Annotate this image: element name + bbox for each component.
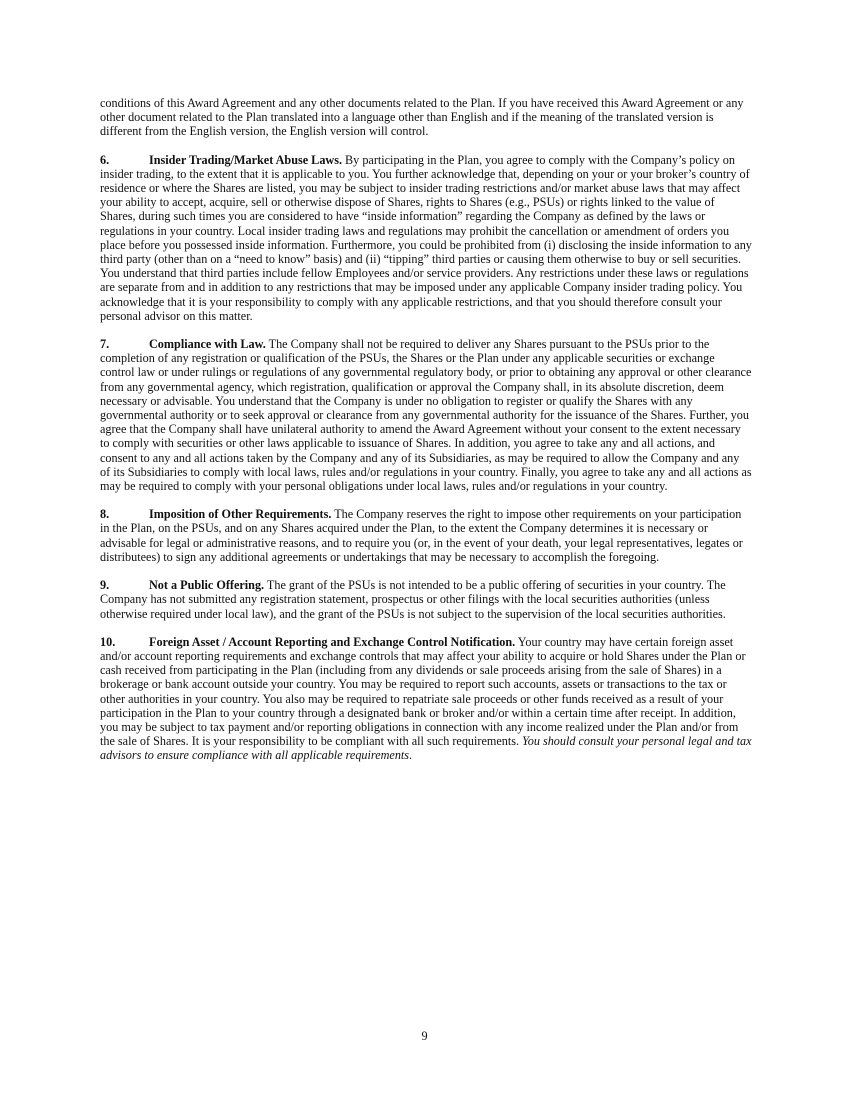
section-body: The grant of the PSUs is not intended to be a public offering of securities in your country. The Company has not submitted any registration statement, prospectus or other filings with the local securities authorities (unless otherwise required under local law), and the grant of the PSUs is not subject to the supervision of the local securities authorities. xyxy=(100,578,726,621)
section-title: Not a Public Offering. xyxy=(149,578,265,593)
section-9-not-public-offering xyxy=(100,578,752,621)
document-page xyxy=(100,96,752,777)
intro-paragraph: conditions of this Award Agreement and any other documents related to the Plan. If you have received this Award Agreement or any other document related to the Plan translated into a language other than English and if the meaning of the translated version is different from the English version, the English version will control. xyxy=(100,96,744,139)
section-6-insider-trading xyxy=(100,153,752,323)
section-number: 7. xyxy=(100,337,110,352)
section-body: The Company shall not be required to deliver any Shares pursuant to the PSUs prior to the completion of any registration or qualification of the PSUs, the Shares or the Plan under any applicable securities or exchange control law or under rulings or regulations of any governmental regulatory body, or prior to obtaining any approval or other clearance from any governmental agency, which registration, qualification or approval the Company shall, in its absolute discretion, deem necessary or advisable. You understand that the Company is under no obligation to register or qualify the Shares with any governmental authority or to seek approval or clearance from any governmental authority for the issuance of the Shares. Further, you agree that the Company shall have unilateral authority to amend the Award Agreement without your consent to the extent necessary to comply with securities or other laws applicable to issuance of Shares. In addition, you agree to take any and all actions, and consent to any and all actions taken by the Company and any of its Subsidiaries, as may be required to allow the Company and any of its Subsidiaries to comply with local laws, rules and/or regulations in your country. Finally, you agree to take any and all actions as may be required to comply with your personal obligations under local laws, rules and/or regulations in your country. xyxy=(100,337,752,494)
section-title: Insider Trading/Market Abuse Laws. xyxy=(149,152,342,167)
section-number: 8. xyxy=(100,507,110,522)
section-title: Foreign Asset / Account Reporting and Exchange Control Notification. xyxy=(149,634,516,649)
section-body: Your country may have certain foreign asset and/or account reporting requirements and exchange controls that may affect your ability to acquire or hold Shares under the Plan or cash received from participating in the Plan (including from any dividends or sale proceeds arising from the sale of Shares) in a brokerage or bank account outside your country. You may be required to report such accounts, assets or transactions to the tax or other authorities in your country. You also may be required to repatriate sale proceeds or other funds received as a result of your participation in the Plan to your country through a designated bank or broker and/or within a certain time after receipt. In addition, you may be subject to tax payment and/or reporting obligations in connection with any income realized under the Plan and/or from the sale of Shares. It is your responsibility to be compliant with all such requirements. xyxy=(100,634,746,749)
section-title: Imposition of Other Requirements. xyxy=(149,507,332,522)
section-number: 9. xyxy=(100,578,110,593)
page-number: 9 xyxy=(421,1029,428,1043)
section-body: By participating in the Plan, you agree to comply with the Company’s policy on insider trading, to the extent that it is applicable to you. You further acknowledge that, depending on your or your broker’s country of residence or where the Shares are listed, you may be subject to insider trading restrictions and/or market abuse laws that may affect your ability to accept, acquire, sell or otherwise dispose of Shares, rights to Shares (e.g., PSUs) or rights linked to the value of Shares, during such times you are considered to have “inside information” regarding the Company as defined by the laws or regulations in your country. Local insider trading laws and regulations may prohibit the cancellation or amendment of orders you place before you possessed inside information. Furthermore, you could be prohibited from (i) disclosing the inside information to any third party (other than on a “need to know” basis) and (ii) “tipping” third parties or causing them otherwise to buy or sell securities. You understand that third parties include fellow Employees and/or service providers. Any restrictions under these laws or regulations are separate from and in addition to any restrictions that may be imposed under any applicable Company insider trading policy. You acknowledge that it is your responsibility to comply with any applicable restrictions, and that you should therefore consult your personal advisor on this matter. xyxy=(100,152,752,323)
section-8-other-requirements xyxy=(100,507,752,564)
section-body: The Company reserves the right to impose other requirements on your participation in the Plan, on the PSUs, and on any Shares acquired under the Plan, to the extent the Company determines it is necessary or advisable for legal or administrative reasons, and to require you (or, in the event of your death, your legal representatives, legates or distributees) to sign any additional agreements or undertakings that may be necessary to accomplish the foregoing. xyxy=(100,507,743,564)
section-number: 6. xyxy=(100,152,110,167)
section-10-foreign-asset-reporting xyxy=(100,635,752,763)
section-title: Compliance with Law. xyxy=(149,337,266,352)
section-end-punctuation: . xyxy=(409,748,413,763)
section-italic-note: You should consult your personal legal and tax advisors to ensure compliance with all applicable requirements xyxy=(100,734,752,763)
section-7-compliance-with-law xyxy=(100,337,752,493)
section-number: 10. xyxy=(100,634,116,649)
